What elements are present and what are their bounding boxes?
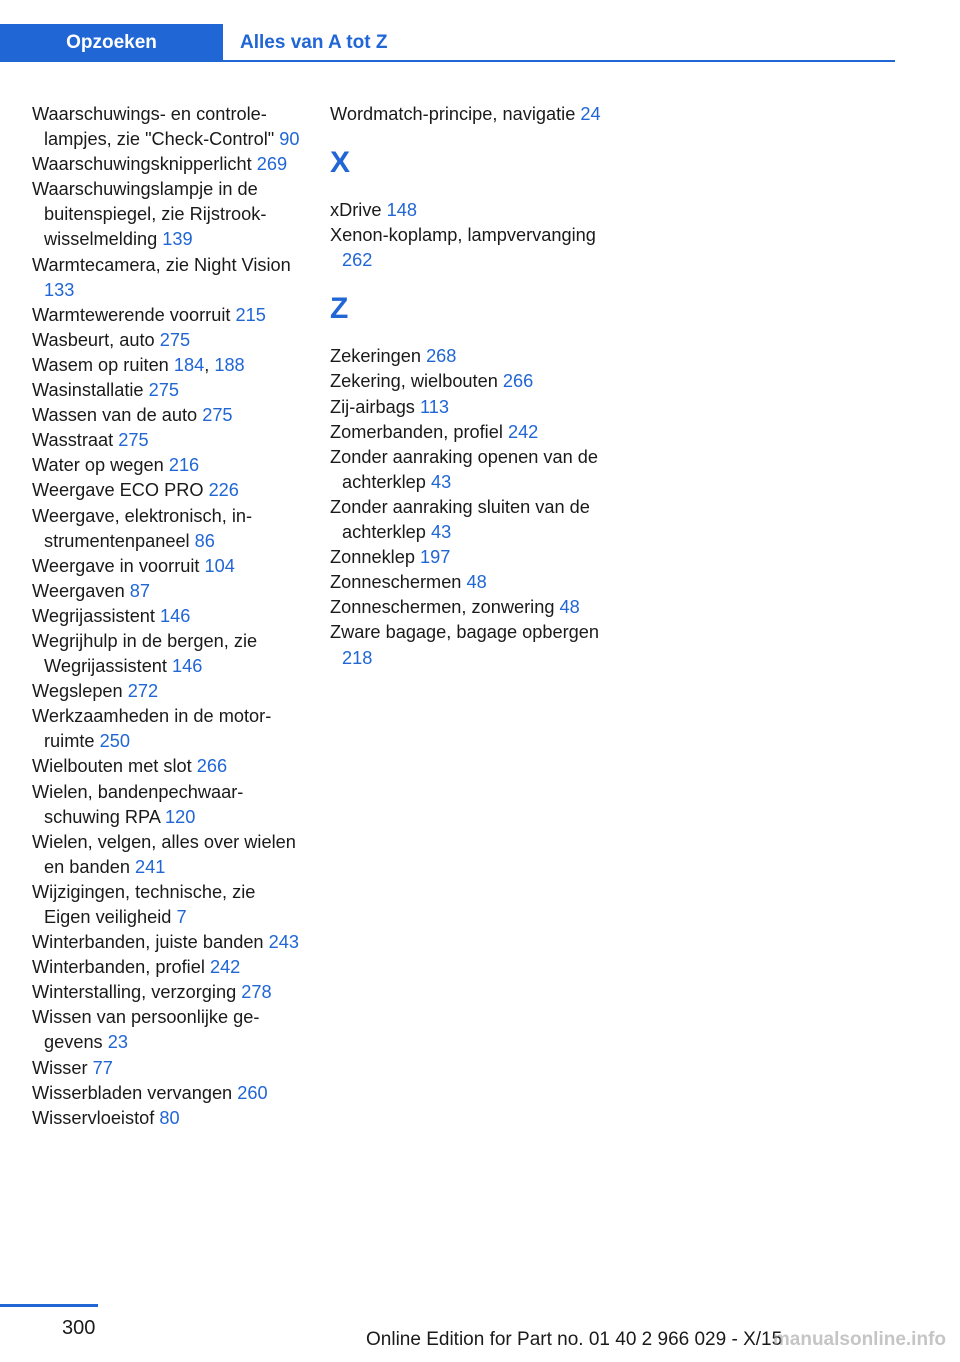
index-entry [32,579,304,604]
index-entry-term: Zonder aanraking sluiten van de achterklep [330,496,590,543]
page-reference-link[interactable]: 260 [237,1082,268,1103]
index-entry [32,428,304,453]
page-reference-link[interactable]: 43 [430,471,452,492]
index-entry-term: xDrive [330,200,382,221]
index-entry-term: Zomerbanden, profiel [330,421,503,442]
page-reference-link[interactable]: 104 [204,555,235,576]
index-entry [330,223,605,273]
index-entry [330,369,605,394]
page-reference-link[interactable]: 90 [279,129,300,150]
index-entry [330,570,605,595]
index-entry-term: Wisser [32,1057,88,1078]
index-entry [32,1081,304,1106]
page-reference-link[interactable]: 268 [426,346,457,367]
index-entry-term: Xenon-koplamp, lampvervanging [330,225,596,246]
index-entry [330,420,605,445]
header-tabs [0,24,895,62]
page-reference-link[interactable]: 241 [135,856,166,877]
section-letter: Z [330,292,349,326]
page-reference-link[interactable]: 243 [268,932,299,953]
page-reference-link[interactable]: 77 [92,1057,113,1078]
index-entry-term: Wasbeurt, auto [32,329,155,350]
index-entry [32,955,304,980]
index-entry [32,403,304,428]
header-rule [223,60,895,62]
index-entry [32,1106,304,1131]
index-entry [32,478,304,503]
page-reference-link[interactable]: 133 [44,279,75,300]
page-reference-link[interactable]: 23 [107,1032,128,1053]
page-reference-link[interactable]: 188 [214,354,245,375]
page-reference-link[interactable]: 146 [172,656,203,677]
page-reference-link[interactable]: 269 [256,154,288,175]
index-entry [32,102,304,152]
index-entry [330,595,605,620]
index-entry-term: Wielen, bandenpechwaarschuwing RPA [32,781,244,827]
index-entry [32,930,304,955]
index-entry [32,504,304,554]
index-entry-term: Zonder aanraking openen van de achterklep [330,446,598,492]
index-entry-term: Warmtewerende voorruit [32,304,231,325]
index-entry-term: Winterbanden, juiste banden [32,932,264,953]
index-entry-term: Zware bagage, bagage opbergen [330,622,599,643]
page-reference-link[interactable]: 80 [159,1107,180,1128]
index-entry [32,679,304,704]
index-entry [32,880,304,930]
section-letter: X [330,146,351,180]
page-reference-link[interactable]: 120 [164,806,196,827]
index-entry [330,198,605,223]
page-reference-link[interactable]: 7 [176,907,187,927]
index-entry [32,378,304,403]
page-reference-link[interactable]: 48 [559,597,580,618]
index-entry-term: Weergave in voorruit [32,555,200,576]
index-entry-term: Winterstalling, verzorging [32,982,237,1003]
index-entry [330,344,605,369]
index-entry-term: Wassen van de auto [32,405,198,426]
page-reference-link[interactable]: 278 [241,982,272,1003]
page-reference-link[interactable]: 250 [99,731,130,752]
index-entry [32,253,304,303]
page-reference-link[interactable]: 266 [196,756,228,777]
index-entry-term: Werkzaamheden in de motorruimte [32,706,272,752]
page-reference-link[interactable]: 275 [148,380,179,401]
index-entry-term: Zekeringen [330,346,421,367]
index-entry-term: Wijzigingen, technische, zie Eigen veiligheid [32,881,256,927]
index-entry-term: Zonneschermen, zonwering [330,597,555,618]
page-reference-link[interactable]: 272 [127,681,159,702]
page-reference-link[interactable]: 218 [342,647,373,668]
index-entry-term: Wegrijhulp in de bergen, zie Wegrijassistent [32,630,258,677]
index-column-left [32,102,304,1131]
edition-footer: Online Edition for Part no. 01 40 2 966 029 - X/15 [366,1329,783,1350]
index-entry-term: Warmtecamera, zie Night Vision [32,254,291,275]
index-entry-term: Wisservloeistof [32,1107,155,1128]
index-entry [32,453,304,478]
index-entry-term: Weergave, elektronisch, instrumentenpaneel [32,505,253,551]
page-number: 300 [62,1317,96,1339]
index-entry [32,1005,304,1055]
index-entry [330,495,605,545]
footer-rule [0,1304,98,1307]
page-reference-link[interactable]: 275 [202,405,233,426]
index-entry-term: Weergaven [32,580,125,601]
index-entry-term: Wielbouten met slot [32,756,192,777]
index-entry-term: Wegrijassistent [32,605,155,626]
page-reference-link[interactable]: 43 [430,522,452,543]
index-entry-term: Wasem op ruiten [32,354,169,375]
index-entry [32,554,304,579]
index-entry-term: Zekering, wielbouten [330,371,498,392]
index-entry [32,780,304,830]
index-entry [32,328,304,353]
index-entry [32,303,304,328]
index-entry-term: Waarschuwingslampje in de buitenspiegel, zie Rijstrookwisselmelding [32,179,267,250]
index-entry [32,152,304,177]
index-entry-term: Wielen, velgen, alles over wielen en banden [32,831,296,877]
page-reference-link[interactable]: 275 [118,430,149,451]
index-entry [330,620,605,670]
index-entry-term: Wordmatch-principe, navigatie [330,104,576,124]
index-entry-term: Water op wegen [32,455,164,476]
index-entry-term: Wasinstallatie [32,380,144,401]
page-reference-link[interactable]: 262 [342,250,373,271]
page-reference-link[interactable]: 48 [466,572,487,593]
index-column-right [330,102,605,671]
index-entry-term: Waarschuwings- en controlelampjes, zie "Check-Control" [32,104,275,150]
index-entry-term: Weergave ECO PRO [32,480,204,501]
page-reference-link[interactable]: 87 [129,580,150,601]
index-entry-term: Wasstraat [32,430,114,451]
page-reference-link[interactable]: 86 [194,530,215,551]
index-entry [32,754,304,779]
index-entry-term: Zonneschermen [330,572,462,593]
index-entry-term: Wissen van persoonlijke gegevens [32,1007,260,1053]
page-reference-link[interactable]: 215 [235,304,266,325]
index-entry-term: Wisserbladen vervangen [32,1082,233,1103]
index-entry [32,629,304,679]
index-entry-term: Zij-airbags [330,396,415,417]
index-entry [330,395,605,420]
page-reference-link[interactable]: 226 [208,480,239,501]
page-reference-link[interactable]: 24 [580,104,601,124]
page-reference-link[interactable]: 184 [173,354,205,375]
index-entry-term: Winterbanden, profiel [32,957,205,978]
page-reference-link[interactable]: 266 [502,371,534,392]
index-entry-term: Waarschuwingsknipperlicht [32,154,252,175]
index-entry-term: Wegslepen [32,681,123,702]
index-entry [330,102,605,127]
page-reference-link[interactable]: 113 [419,396,449,417]
page-reference-link[interactable]: 242 [209,957,241,978]
page-reference-link[interactable]: 216 [168,455,200,476]
tab-opzoeken[interactable]: Opzoeken [0,24,223,62]
index-entry [32,604,304,629]
index-entry-term: Zonneklep [330,547,415,568]
index-entry [330,445,605,495]
index-entry [32,704,304,754]
page-reference-link[interactable]: 139 [162,229,193,250]
page-reference-link[interactable]: 242 [507,421,539,442]
tab-alles-van-a-tot-z[interactable]: Alles van A tot Z [240,32,388,53]
page-reference-link[interactable]: 148 [386,200,417,221]
page-reference-link[interactable]: 146 [160,605,191,626]
index-entry [32,830,304,880]
index-entry [32,980,304,1005]
page-reference-link[interactable]: 197 [420,547,451,568]
index-entry [32,1056,304,1081]
index-entry [330,545,605,570]
watermark: manualsonline.info [772,1329,946,1350]
page-reference-link[interactable]: 275 [159,329,191,350]
index-entry [32,177,304,252]
index-entry: Wasem op ruiten 184, 188 [32,354,245,375]
